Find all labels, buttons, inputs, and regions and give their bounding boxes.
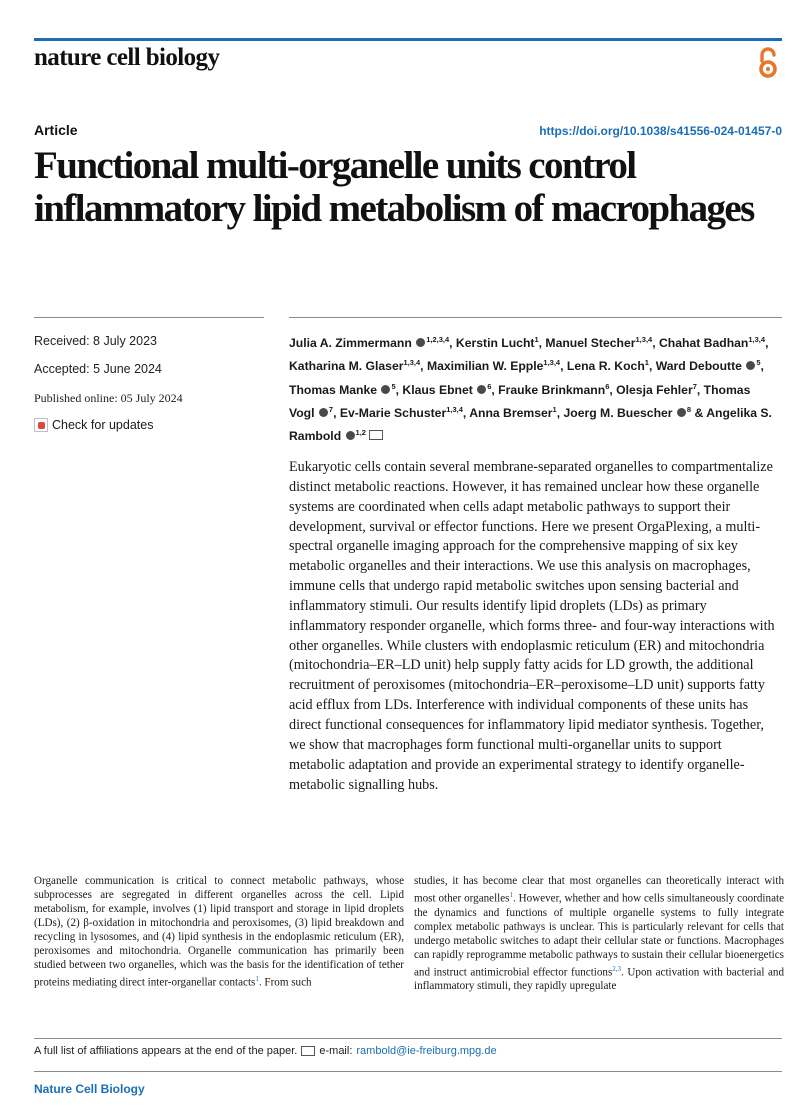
author-separator: ,	[395, 382, 403, 397]
citation-ref[interactable]: 1	[509, 891, 513, 899]
orcid-icon[interactable]	[381, 385, 390, 394]
affiliation-ref: 8	[686, 404, 692, 414]
section-label: Article	[34, 122, 78, 138]
affiliation-ref: 5	[391, 381, 396, 391]
meta-divider	[34, 317, 264, 318]
affiliation-ref: 1,3,4	[403, 358, 421, 368]
affiliation-ref: 5	[756, 358, 761, 368]
author-name: Ev-Marie Schuster	[339, 405, 447, 420]
crossmark-icon	[34, 418, 48, 432]
affiliation-ref: 7	[328, 404, 334, 414]
orcid-icon[interactable]	[477, 385, 486, 394]
author-separator: ,	[652, 336, 659, 351]
abstract: Eukaryotic cells contain several membrane-separated organelles to compartmentalize distinct metabolic reactions. However, it has remained unclear how these organelle systems are coordinated when cells adapt metabolic pathways to support their development, survival or effector functions. Here we present OrgaPlexing, a multi-spectral organelle imaging approach for the comprehensive mapping of six key metabolic organelles and their interactions. We use this analysis on macrophages, immune cells that undergo rapid metabolic switches upon sensing bacterial and inflammatory stimuli. Our results identify lipid droplets (LDs) as primary inflammatory responder organelle, which forms three- and four-way interactions with other organelles. While clusters with endoplasmic reticulum (ER) and mitochondria (mitochondria–ER–LD unit) help supply fatty acids for LD growth, the additional recruitment of peroxisomes (mitochondria–ER–peroxisome–LD unit) supports fatty acid efflux from LDs. Interference with individual components of these units has direct functional consequences for inflammatory lipid mediator synthesis. Together, we show that macrophages form functional multi-organellar units to support metabolic adaptation and provide an experimental strategy to identify organelle-metabolic signalling hubs.	[289, 459, 775, 793]
author[interactable]	[402, 383, 491, 397]
affiliation-ref: 1,3,4	[446, 404, 463, 414]
author[interactable]	[340, 406, 463, 420]
footer-divider	[34, 1071, 782, 1072]
author-name: Anna Bremser	[469, 405, 553, 420]
body-text: . Upon activation with bacterial and inflammatory stimuli, they rapidly upregulate	[414, 966, 784, 993]
affiliation-ref: 1	[534, 335, 539, 344]
orcid-icon[interactable]	[746, 361, 755, 370]
author-name: Frauke Brinkmann	[498, 382, 606, 397]
author[interactable]	[498, 383, 609, 397]
author-separator: ,	[420, 359, 427, 374]
journal-name: nature cell biology	[34, 44, 220, 71]
author-separator: ,	[765, 336, 769, 351]
body-column-right	[414, 874, 784, 993]
author-name: Chahat Badhan	[658, 336, 749, 351]
published-date: Published online: 05 July 2024	[34, 391, 183, 405]
author-divider	[289, 317, 782, 318]
orcid-icon[interactable]	[677, 408, 686, 417]
affiliation-note	[34, 1045, 497, 1057]
author[interactable]	[469, 406, 557, 420]
author-separator: ,	[462, 405, 470, 420]
email-link[interactable]: rambold@ie-freiburg.mpg.de	[356, 1045, 497, 1057]
author-separator: &	[691, 405, 707, 420]
author-separator: ,	[333, 405, 340, 420]
author-separator: ,	[449, 336, 456, 351]
author-separator: ,	[538, 336, 546, 351]
affiliation-ref: 1,2,3,4	[426, 335, 450, 344]
author-separator: ,	[609, 382, 617, 397]
author-name: Maximilian W. Epple	[426, 359, 544, 374]
body-text: . From such	[258, 976, 312, 989]
orcid-icon[interactable]	[346, 431, 355, 440]
author[interactable]	[545, 336, 652, 350]
author[interactable]	[289, 359, 420, 373]
email-label: e-mail:	[319, 1045, 353, 1057]
author-name: Julia A. Zimmermann	[289, 336, 412, 351]
author-name: Ward Deboutte	[655, 359, 742, 374]
author-separator: ,	[491, 382, 499, 397]
affiliation-ref: 1,3,4	[635, 335, 653, 344]
footnote-divider	[34, 1038, 782, 1039]
mail-icon	[301, 1046, 315, 1056]
author[interactable]	[616, 383, 697, 397]
doi-link[interactable]: https://doi.org/10.1038/s41556-024-01457-0	[539, 124, 782, 138]
received-date: Received: 8 July 2023	[34, 334, 157, 348]
body-text: . However, whether and how cells simultaneously coordinate the dynamics and functions of multiple organelle systems to fully integrate complex metabolic pathways is unclear. This is particularly relevant for cells that undergo metabolic switches to adapt their cellular state or functions. Macrophages can rapidly reprogramme metabolic pathways to sustain their cellular bioenergetics and instruct antimicrobial effector functions	[414, 892, 784, 979]
citation-ref[interactable]: 1	[255, 975, 259, 983]
affiliation-ref: 6	[487, 381, 492, 391]
orcid-icon[interactable]	[319, 408, 328, 417]
author[interactable]	[427, 359, 560, 373]
affiliation-ref: 1,3,4	[543, 358, 561, 368]
author-separator: ,	[560, 359, 567, 374]
author-separator: ,	[696, 382, 704, 397]
author-name: Manuel Stecher	[545, 336, 636, 351]
author-list	[289, 330, 779, 446]
author-name: Klaus Ebnet	[402, 382, 473, 397]
orcid-icon[interactable]	[416, 338, 425, 347]
body-text: Organelle communication is critical to connect metabolic pathways, whose subprocesses are segregated in different organelles across the cell. Lipid metabolism, for example, involves (1) lipid transport and storage in lipid droplets (LDs), (2) β-oxidation in mitochondria and peroxisomes, (3) lipid breakdown and recycling in lysosomes, and (4) lipid synthesis in the endoplasmic reticulum (ER), peroxisomes and mitochondria. Organelle communication has primarily been studied between two organelles, which was the basis for the identification of tether proteins mediating direct inter-organellar contacts	[34, 875, 404, 989]
author-name: Angelika S. Rambold	[289, 405, 772, 444]
author-separator: ,	[648, 359, 656, 374]
author[interactable]	[456, 336, 539, 350]
footer-journal: Nature Cell Biology	[34, 1082, 145, 1096]
author[interactable]	[656, 359, 761, 373]
affiliation-ref: 1	[552, 404, 557, 414]
author-name: Olesja Fehler	[616, 382, 693, 397]
body-text: studies, it has become clear that most organelles can theoretically interact with most other organelles	[414, 875, 784, 905]
check-updates-button[interactable]	[34, 418, 153, 432]
author[interactable]	[289, 336, 449, 350]
author-separator: ,	[760, 359, 764, 374]
author-separator: ,	[556, 405, 564, 420]
open-access-icon	[757, 46, 779, 80]
author[interactable]	[659, 336, 765, 350]
article-title: Functional multi-organelle units control inflammatory lipid metabolism of macrophages	[34, 144, 754, 230]
affiliation-ref: 1,3,4	[748, 335, 766, 344]
author-name: Thomas Vogl	[289, 382, 751, 420]
affiliation-ref: 6	[605, 381, 610, 391]
citation-ref[interactable]: 2,3	[612, 964, 622, 973]
author[interactable]	[567, 359, 649, 373]
author[interactable]	[289, 383, 396, 397]
affiliation-note-text: A full list of affiliations appears at the end of the paper.	[34, 1045, 298, 1057]
affiliation-ref: 1	[644, 358, 649, 368]
header-rule	[34, 38, 782, 41]
affiliation-ref: 1,2	[355, 428, 366, 438]
author-name: Katharina M. Glaser	[289, 359, 404, 374]
mail-icon[interactable]	[369, 430, 383, 440]
affiliation-ref: 7	[692, 381, 697, 391]
accepted-date: Accepted: 5 June 2024	[34, 362, 162, 376]
body-column-left	[34, 874, 404, 990]
author[interactable]	[563, 406, 691, 420]
author-name: Thomas Manke	[289, 382, 378, 397]
author-name: Joerg M. Buescher	[563, 405, 673, 420]
author-name: Lena R. Koch	[566, 359, 645, 374]
check-updates-label: Check for updates	[52, 418, 154, 432]
author-name: Kerstin Lucht	[455, 336, 535, 351]
